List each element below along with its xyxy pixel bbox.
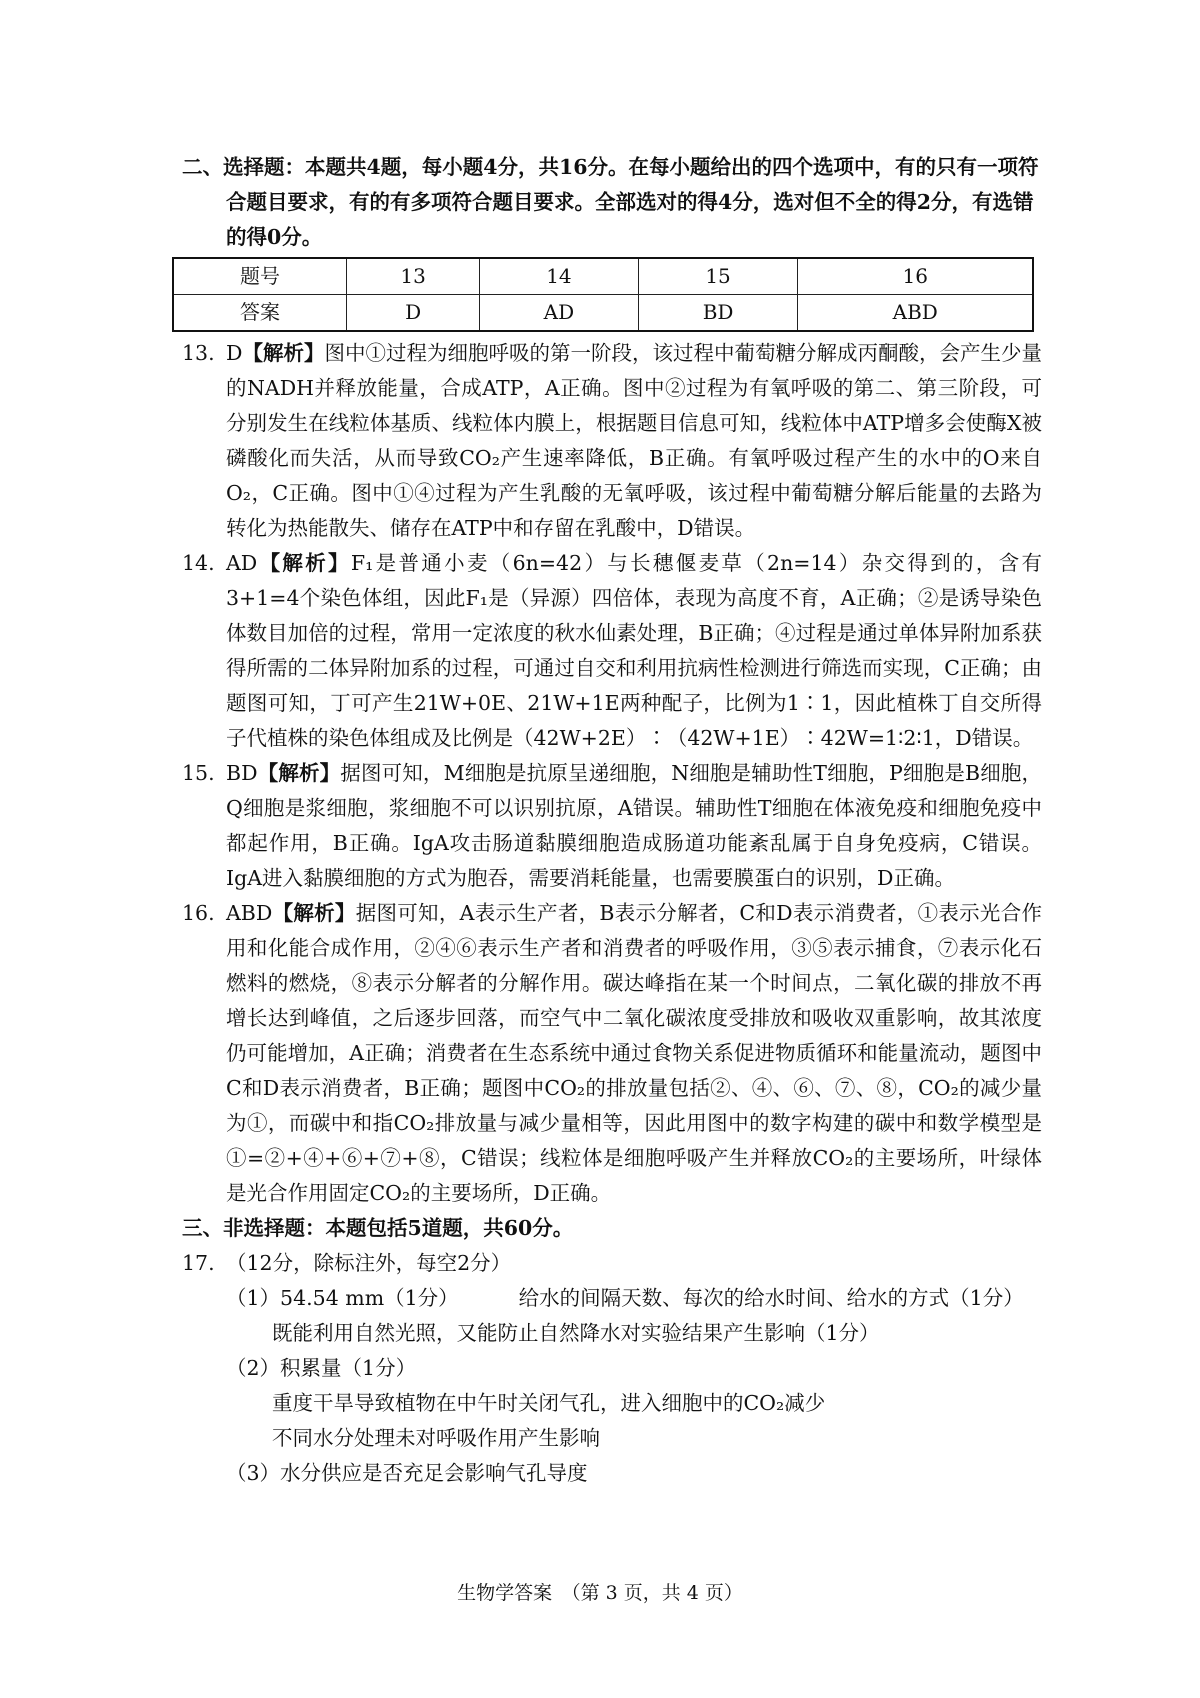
part-label: （2）: [226, 1356, 281, 1380]
question-number: 13.: [182, 341, 215, 365]
analysis-tag: 【解析】: [272, 901, 356, 925]
part-label: （1）: [226, 1286, 281, 1310]
question-17-parts: [182, 1281, 1042, 1491]
page-footer: 生物学答案 （第 3 页，共 4 页）: [457, 1582, 743, 1604]
row-label-number: 题号: [173, 258, 347, 295]
explanation-text: 据图可知，A表示生产者，B表示分解者，C和D表示消费者，①表示光合作用和化能合成作用，②④⑥表示生产者和消费者的呼吸作用，③⑤表示捕食，⑦表示化石燃料的燃烧，⑧表示分解者的分解作用。碳达峰指在某一个时间点，二氧化碳的排放不再增长达到峰值，之后逐步回落，而空气中二氧化碳浓度受排放和吸收双重影响，故其浓度仍可能增加，A正确；消费者在生态系统中通过食物关系促进物质循环和能量流动，题图中C和D表示消费者，B正确；题图中CO₂的排放量包括②、④、⑥、⑦、⑧，CO₂的减少量为①，而碳中和指CO₂排放量与减少量相等，因此用图中的数字构建的碳中和数学模型是①=②+④+⑥+⑦+⑧，C错误；线粒体是细胞呼吸产生并释放CO₂的主要场所，叶绿体是光合作用固定CO₂的主要场所，D正确。: [226, 901, 1042, 1205]
part-3-line: [226, 1456, 1042, 1491]
part-label: （3）: [226, 1461, 281, 1485]
question-answer: D: [226, 341, 243, 365]
question-13-explanation: [182, 336, 1042, 546]
part-answer: 给水的间隔天数、每次的给水时间、给水的方式（1分）: [518, 1286, 1024, 1310]
question-number: 16.: [182, 901, 215, 925]
question-number-cell: 16: [798, 258, 1033, 295]
analysis-tag: 【解析】: [257, 551, 351, 575]
analysis-tag: 【解析】: [242, 341, 325, 365]
question-number: 14.: [182, 551, 215, 575]
answer-cell: AD: [480, 295, 639, 332]
answer-table: [172, 257, 1034, 332]
answer-cell: BD: [638, 295, 798, 332]
question-answer: BD: [226, 761, 258, 785]
table-row: [173, 258, 1033, 295]
page-content: [182, 150, 1042, 1491]
question-15-explanation: [182, 756, 1042, 896]
explanation-text: 图中①过程为细胞呼吸的第一阶段，该过程中葡萄糖分解成丙酮酸，会产生少量的NADH并释放能量，合成ATP，A正确。图中②过程为有氧呼吸的第二、第三阶段，可分别发生在线粒体基质、线粒体内膜上，根据题目信息可知，线粒体中ATP增多会使酶X被磷酸化而失活，从而导致CO₂产生速率降低，B正确。有氧呼吸过程产生的水中的O来自O₂，C正确。图中①④过程为产生乳酸的无氧呼吸，该过程中葡萄糖分解后能量的去路为转化为热能散失、储存在ATP中和存留在乳酸中，D错误。: [226, 341, 1043, 540]
part-answer: 水分供应是否充足会影响气孔导度: [280, 1461, 588, 1485]
part-2-line-3: 不同水分处理未对呼吸作用产生影响: [272, 1426, 600, 1450]
section-2-heading: 二、选择题：本题共4题，每小题4分，共16分。在每小题给出的四个选项中，有的只有一项符合题目要求，有的有多项符合题目要求。全部选对的得4分，选对但不全的得2分，有选错的得0分。: [182, 155, 1039, 249]
answer-cell: D: [347, 295, 480, 332]
table-row: [173, 295, 1033, 332]
analysis-tag: 【解析】: [257, 761, 341, 785]
question-14-explanation: [182, 546, 1042, 756]
section-3-heading: 三、非选择题：本题包括5道题，共60分。: [182, 1216, 574, 1240]
explanation-text: F₁是普通小麦（6n=42）与长穗偃麦草（2n=14）杂交得到的，含有3+1=4个染色体组，因此F₁是（异源）四倍体，表现为高度不育，A正确；②是诱导染色体数目加倍的过程，常用一定浓度的秋水仙素处理，B正确；④过程是通过单体异附加系获得所需的二体异附加系的过程，可通过自交和利用抗病性检测进行筛选而实现，C正确；由题图可知，丁可产生21W+0E、21W+1E两种配子，比例为1∶1，因此植株丁自交所得子代植株的染色体组成及比例是（42W+2E）∶（42W+1E）∶42W=1∶2∶1，D错误。: [226, 551, 1042, 750]
row-label-answer: 答案: [173, 295, 347, 332]
question-number-cell: 14: [480, 258, 639, 295]
answer-cell: ABD: [798, 295, 1033, 332]
part-answer: 积累量（1分）: [280, 1356, 417, 1380]
question-answer: AD: [226, 551, 258, 575]
question-17-answer: [182, 1246, 1042, 1281]
part-2-line-2: 重度干旱导致植物在中午时关闭气孔，进入细胞中的CO₂减少: [272, 1391, 826, 1415]
question-number: 15.: [182, 761, 215, 785]
question-answer: ABD: [226, 901, 273, 925]
part-2-line: [226, 1351, 1042, 1386]
question-number-cell: 15: [638, 258, 798, 295]
question-17-header: （12分，除标注外，每空2分）: [226, 1251, 512, 1275]
part-answer: 54.54 mm（1分）: [280, 1286, 459, 1310]
part-1-line: [226, 1281, 1042, 1316]
question-number: 17.: [182, 1251, 215, 1275]
question-16-explanation: [182, 896, 1042, 1211]
part-1-line-2: 既能利用自然光照，又能防止自然降水对实验结果产生影响（1分）: [272, 1321, 880, 1345]
question-number-cell: 13: [347, 258, 480, 295]
explanation-text: 据图可知，M细胞是抗原呈递细胞，N细胞是辅助性T细胞，P细胞是B细胞，Q细胞是浆细胞，浆细胞不可以识别抗原，A错误。辅助性T细胞在体液免疫和细胞免疫中都起作用，B正确。IgA攻击肠道黏膜细胞造成肠道功能紊乱属于自身免疫病，C错误。IgA进入黏膜细胞的方式为胞吞，需要消耗能量，也需要膜蛋白的识别，D正确。: [226, 761, 1042, 890]
